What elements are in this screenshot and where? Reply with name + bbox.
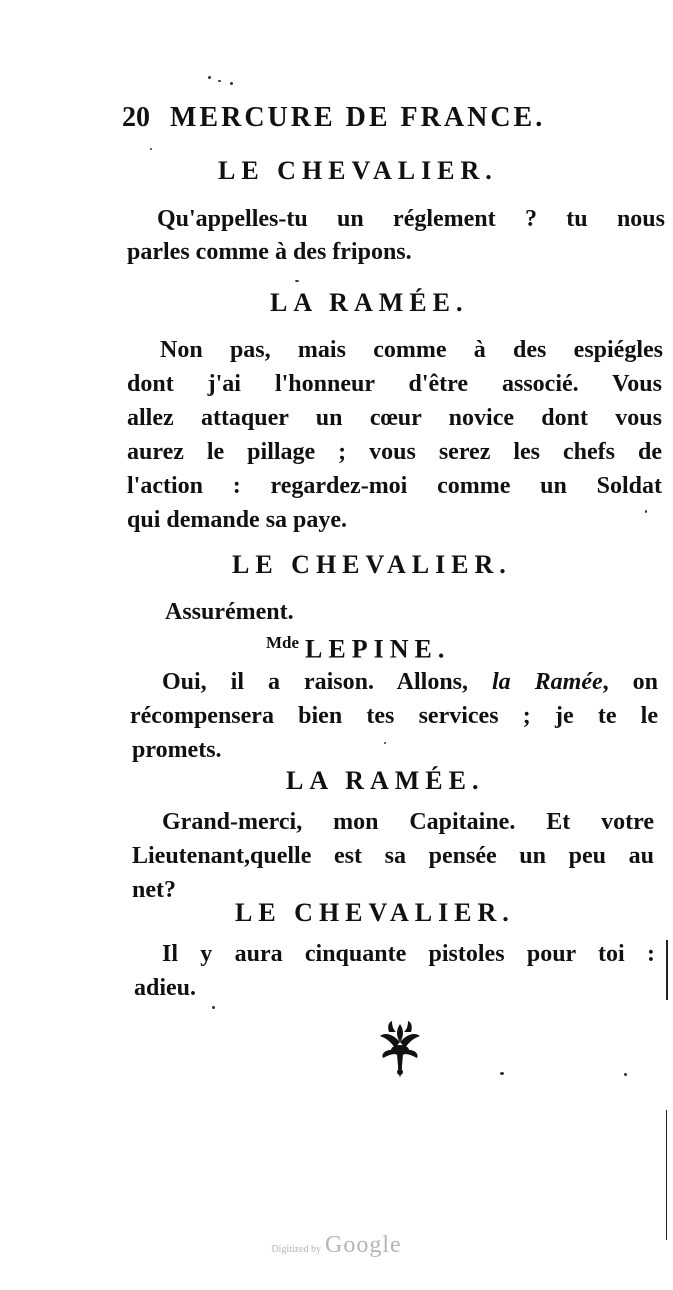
scan-speck xyxy=(212,1006,215,1009)
scan-speck xyxy=(500,1072,504,1075)
dialogue-line: promets. xyxy=(132,737,222,763)
speaker-heading: LE CHEVALIER. xyxy=(232,550,512,579)
dialogue-line: parles comme à des fripons. xyxy=(127,239,412,265)
dialogue-line: Non pas, mais comme à des espiégles xyxy=(160,337,663,363)
page-number: 20 xyxy=(122,102,150,133)
scan-speck xyxy=(624,1073,627,1076)
dialogue-line: Assurément. xyxy=(165,599,294,625)
page-edge-mark xyxy=(666,940,668,1000)
italic-name: la Ramée xyxy=(492,669,603,695)
text-run: , on xyxy=(602,669,658,695)
text-run: Oui, il a raison. Allons, xyxy=(162,669,493,695)
dialogue-line: net? xyxy=(132,877,176,903)
dialogue-line: Lieutenant,quelle est sa pensée un peu au xyxy=(132,843,654,869)
speaker-heading: LE CHEVALIER. xyxy=(218,156,498,185)
digitized-watermark xyxy=(0,1232,673,1259)
dialogue-line: qui demande sa paye. xyxy=(127,507,348,533)
dialogue-line: allez attaquer un cœur novice dont vous xyxy=(127,405,662,431)
dialogue-line: Qu'appelles-tu un réglement ? tu nous xyxy=(157,206,665,232)
scan-speck xyxy=(230,82,233,85)
speaker-name: LEPINE. xyxy=(305,634,451,664)
fleuron-ornament-icon xyxy=(377,1020,423,1080)
digitized-by-label: Digitized by xyxy=(271,1244,322,1255)
speaker-heading: LA RAMÉE. xyxy=(286,766,485,795)
speaker-heading: LA RAMÉE. xyxy=(270,288,469,317)
dialogue-line: récompensera bien tes services ; je te le xyxy=(130,703,658,729)
dialogue-line: adieu. xyxy=(134,975,197,1001)
dialogue-line: dont j'ai l'honneur d'être associé. Vous xyxy=(127,371,662,397)
dialogue-line: aurez le pillage ; vous serez les chefs de xyxy=(127,439,662,465)
running-header xyxy=(122,102,602,134)
scan-speck xyxy=(208,76,211,79)
scan-speck xyxy=(384,742,386,744)
scan-speck xyxy=(295,280,299,282)
speaker-prefix: Mde xyxy=(266,633,300,652)
dialogue-line: l'action : regardez-moi comme un Soldat xyxy=(127,473,662,499)
speaker-heading: LE CHEVALIER. xyxy=(235,898,515,927)
scan-speck xyxy=(150,148,152,150)
google-logo-text: Google xyxy=(325,1232,402,1258)
scan-speck xyxy=(218,80,221,82)
dialogue-line: Il y aura cinquante pistoles pour toi : xyxy=(162,941,655,967)
speaker-heading xyxy=(266,633,450,665)
dialogue-line: Grand-merci, mon Capitaine. Et votre xyxy=(162,809,654,835)
running-title: MERCURE DE FRANCE. xyxy=(170,102,546,133)
dialogue-line xyxy=(162,670,658,694)
scan-speck xyxy=(645,510,647,513)
page-edge-mark xyxy=(666,1110,667,1240)
